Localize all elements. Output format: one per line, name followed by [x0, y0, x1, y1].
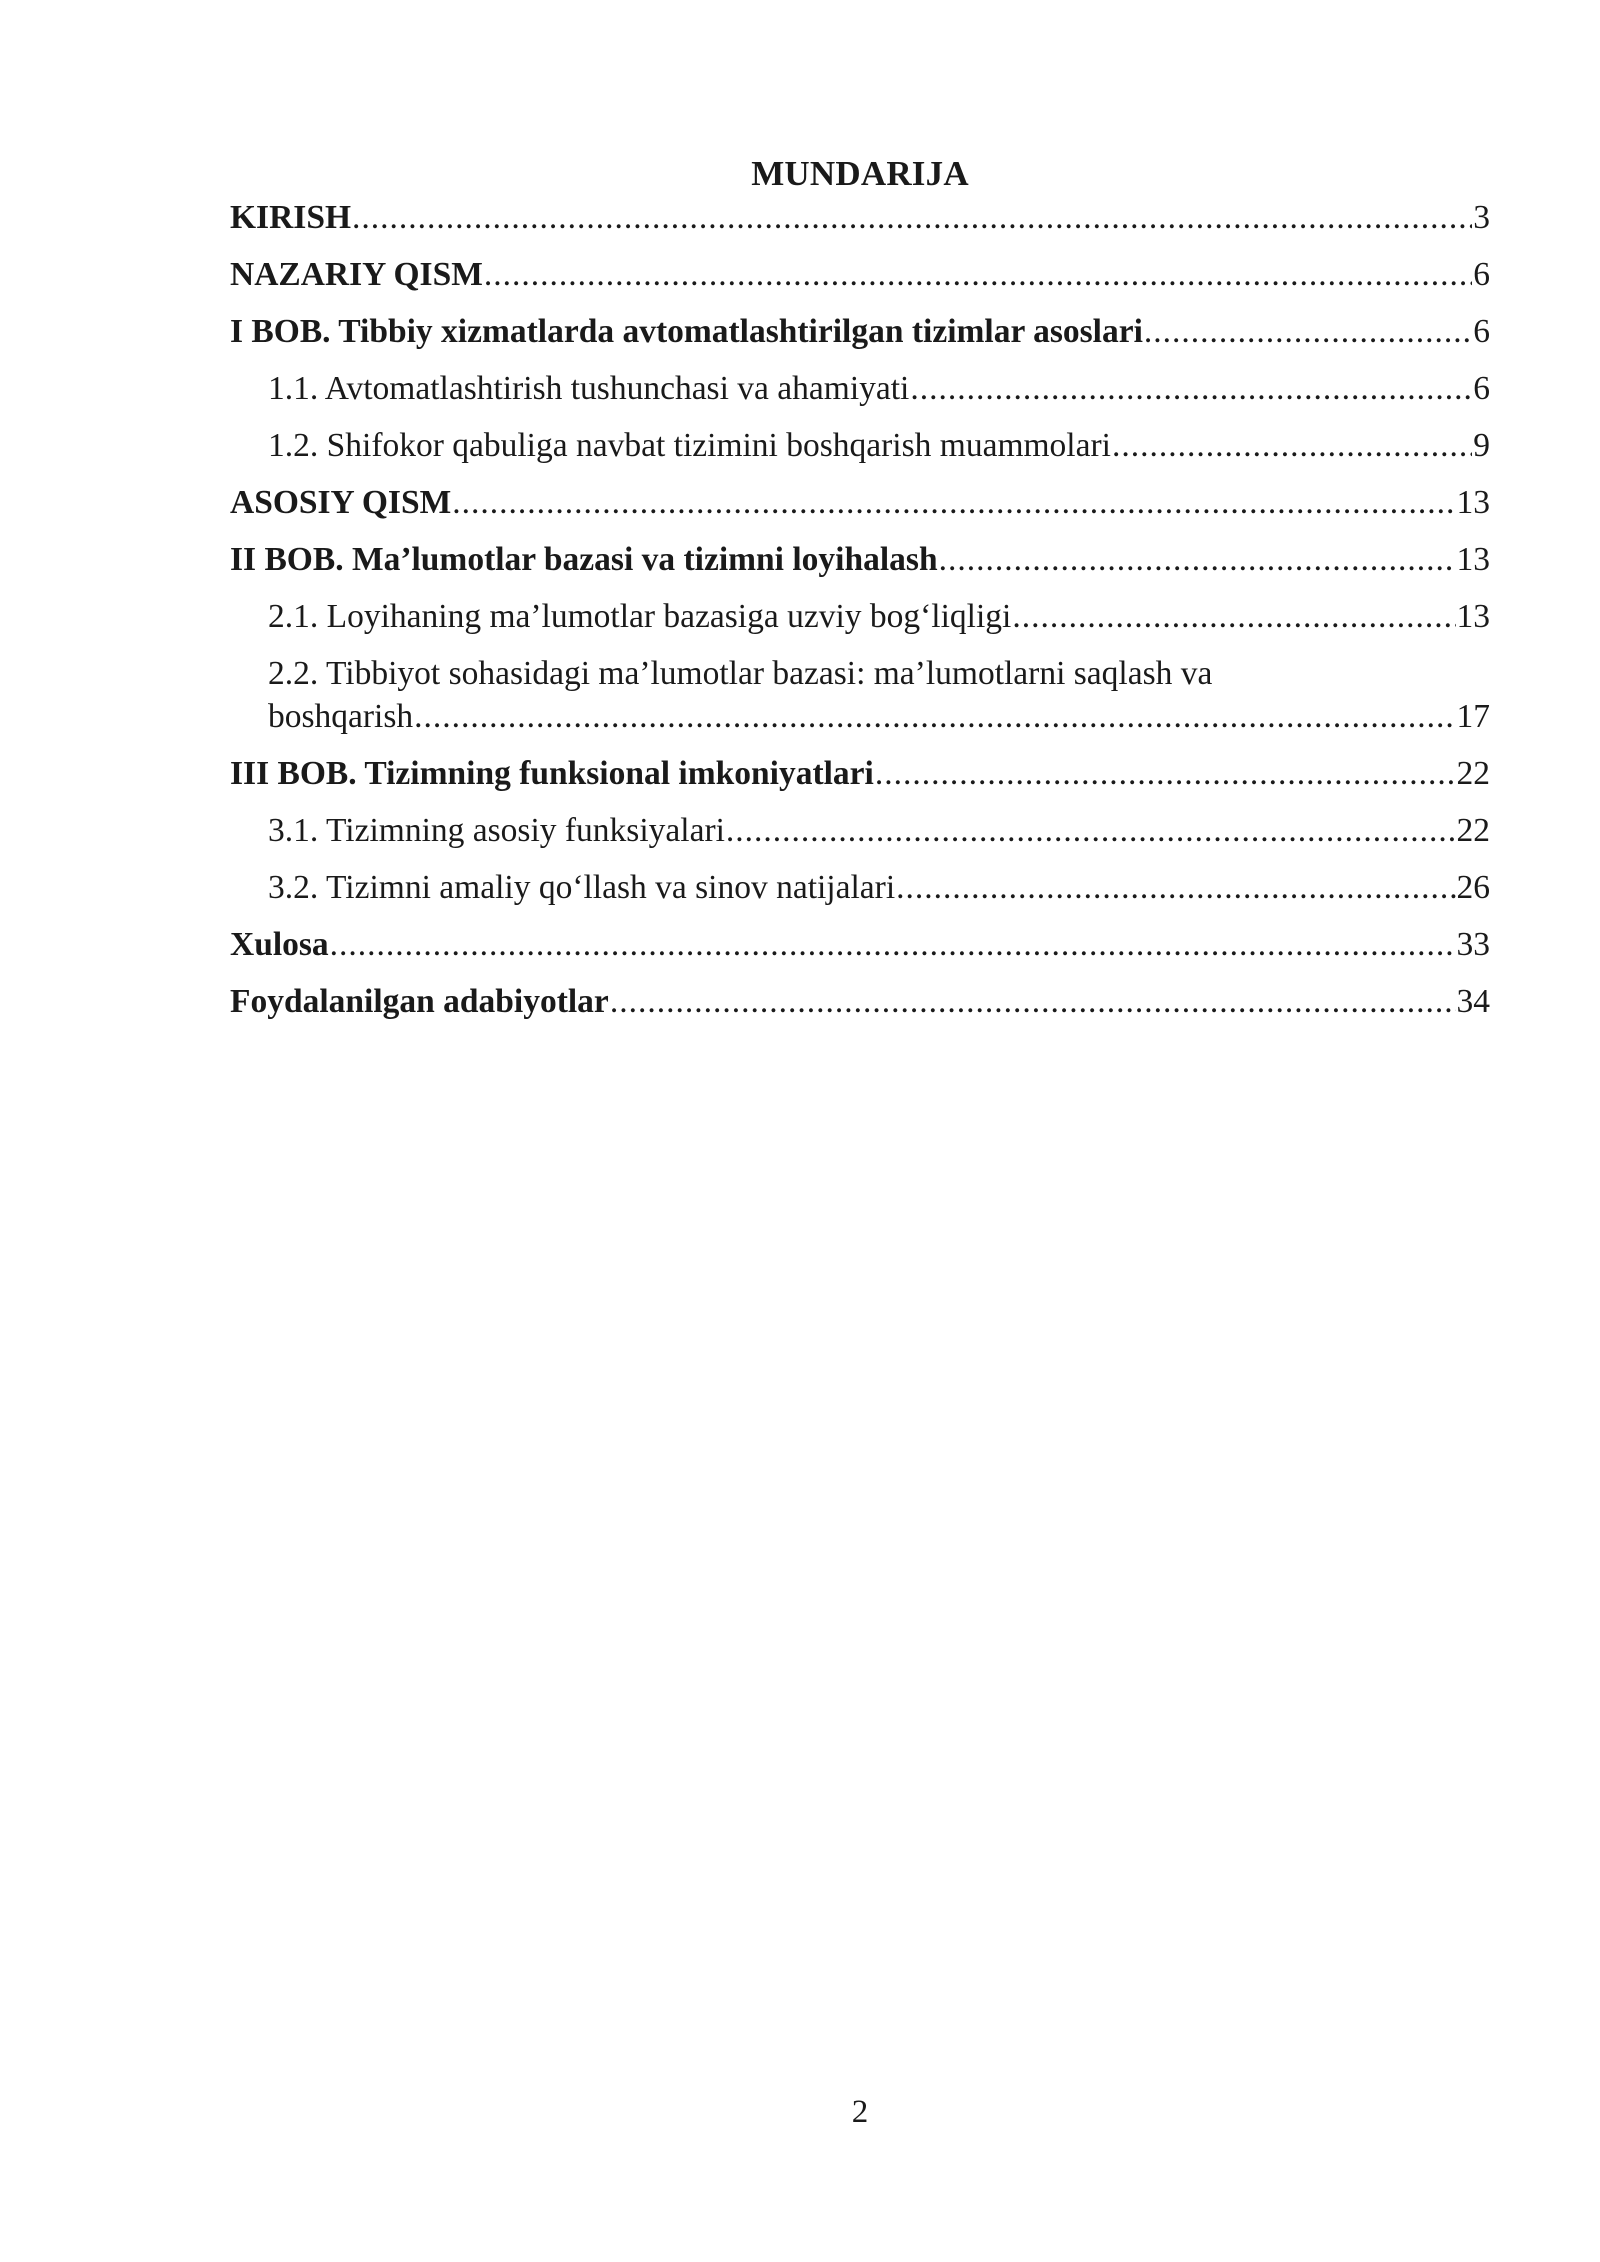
toc-entry-text: KIRISH: [230, 199, 352, 236]
toc-entry-page: 22: [1456, 812, 1490, 849]
toc-entry-section-2-2[interactable]: [230, 652, 1490, 752]
toc-entry-text: II BOB. Ma’lumotlar bazasi va tizimni loyihalash: [230, 541, 938, 578]
toc-entry-page: 13: [1456, 598, 1490, 635]
toc-entry-section-1-2[interactable]: [230, 424, 1490, 481]
toc-entry-line2: [268, 695, 1490, 738]
toc-title: MUNDARIJA: [751, 154, 969, 193]
toc-entry-text: ASOSIY QISM: [230, 484, 452, 521]
toc-entry-text: NAZARIY QISM: [230, 256, 483, 293]
toc-entry-text-line2: boshqarish: [268, 698, 414, 735]
toc-entry-text: 3.2. Tizimni amaliy qo‘llash va sinov natijalari: [268, 869, 896, 906]
toc-leader-dots: [352, 196, 1472, 239]
toc-leader-dots: [330, 923, 1456, 966]
toc-entry-section-3-1[interactable]: [230, 809, 1490, 866]
toc-entry-page: 22: [1456, 755, 1490, 792]
toc-entry-section-3-2[interactable]: [230, 866, 1490, 923]
toc-entry-chapter-3[interactable]: [230, 752, 1490, 809]
toc-entry-section-1-1[interactable]: [230, 367, 1490, 424]
toc-entry-text: Xulosa: [230, 926, 329, 963]
toc-leader-dots: [610, 980, 1456, 1023]
toc-entry-page: 9: [1473, 427, 1490, 464]
toc-entry-page: 33: [1456, 926, 1490, 963]
toc-entry-text: 1.2. Shifokor qabuliga navbat tizimini boshqarish muammolari: [268, 427, 1111, 464]
toc-entry-page: 6: [1473, 370, 1490, 407]
toc-leader-dots: [1144, 310, 1472, 353]
toc-entry-text: III BOB. Tizimning funksional imkoniyatlari: [230, 755, 874, 792]
toc-entry-wrap: [268, 652, 1490, 738]
toc-entry-page: 3: [1473, 199, 1490, 236]
toc-leader-dots: [896, 866, 1455, 909]
toc-entry-nazariy-qism[interactable]: [230, 253, 1490, 310]
toc-entry-page: 6: [1473, 313, 1490, 350]
toc-leader-dots: [484, 253, 1472, 296]
toc-entry-adabiyotlar[interactable]: [230, 980, 1490, 1037]
toc-leader-dots: [1012, 595, 1455, 638]
toc-entry-kirish[interactable]: [230, 196, 1490, 253]
toc-leader-dots: [875, 752, 1456, 795]
toc-entry-text: 3.1. Tizimning asosiy funksiyalari: [268, 812, 725, 849]
toc-entry-section-2-1[interactable]: [230, 595, 1490, 652]
toc-entry-chapter-1[interactable]: [230, 310, 1490, 367]
toc-entry-page: 17: [1456, 698, 1490, 735]
toc-entry-asosiy-qism[interactable]: [230, 481, 1490, 538]
toc-entry-chapter-2[interactable]: [230, 538, 1490, 595]
toc-entry-text: I BOB. Tibbiy xizmatlarda avtomatlashtirilgan tizimlar asoslari: [230, 313, 1143, 350]
toc-leader-dots: [1112, 424, 1472, 467]
toc-entry-page: 26: [1456, 869, 1490, 906]
toc-leader-dots: [452, 481, 1455, 524]
toc-entry-page: 34: [1456, 983, 1490, 1020]
toc-leader-dots: [910, 367, 1472, 410]
toc-leader-dots: [414, 695, 1455, 738]
toc-entry-text-line1: 2.2. Tibbiyot sohasidagi ma’lumotlar bazasi: ma’lumotlarni saqlash va: [268, 655, 1213, 692]
toc-entry-page: 13: [1456, 484, 1490, 521]
toc-leader-dots: [726, 809, 1456, 852]
table-of-contents: [230, 196, 1490, 1037]
toc-leader-dots: [939, 538, 1456, 581]
toc-entry-text: Foydalanilgan adabiyotlar: [230, 983, 609, 1020]
toc-entry-text: 1.1. Avtomatlashtirish tushunchasi va ahamiyati: [268, 370, 910, 407]
page-number: 2: [851, 2094, 869, 2130]
toc-entry-page: 6: [1473, 256, 1490, 293]
toc-entry-xulosa[interactable]: [230, 923, 1490, 980]
toc-entry-text: 2.1. Loyihaning ma’lumotlar bazasiga uzviy bog‘liqligi: [268, 598, 1012, 635]
toc-entry-page: 13: [1456, 541, 1490, 578]
